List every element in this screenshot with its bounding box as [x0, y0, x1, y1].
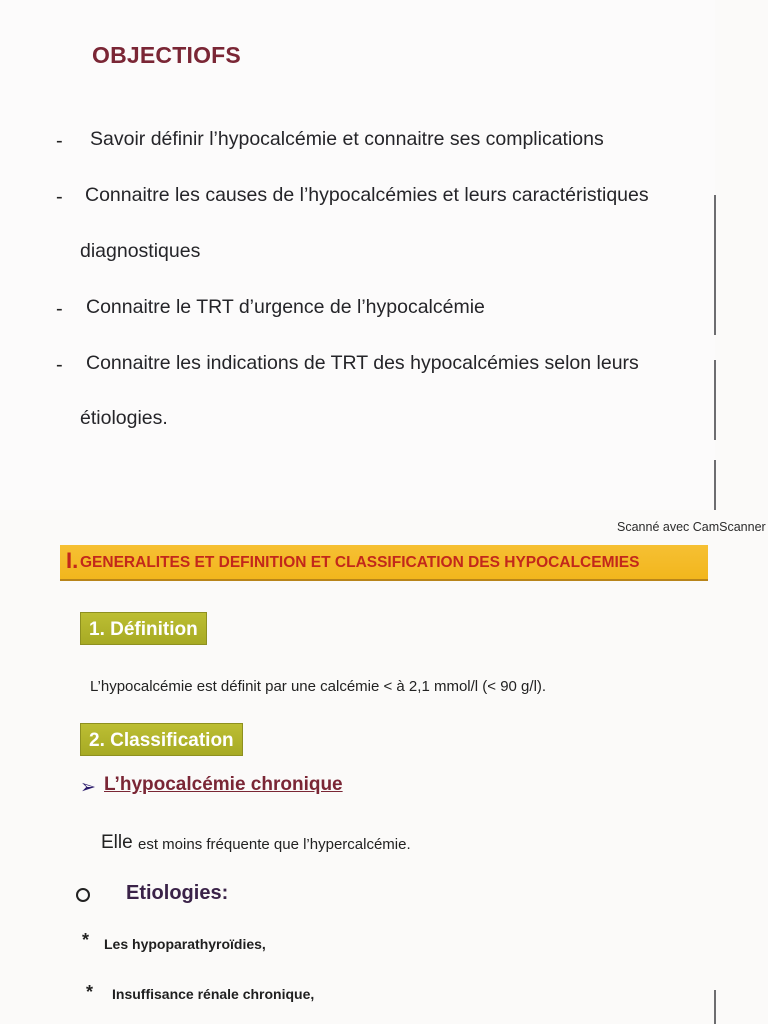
chronic-hypocalcemia-heading: L’hypocalcémie chronique	[104, 774, 343, 795]
objective-line: Connaitre les indications de TRT des hypocalcémies selon leurs	[86, 352, 639, 374]
arrow-bullet-icon: ➢	[80, 777, 96, 798]
intro-first-word: Elle	[101, 832, 133, 853]
page-edge-rule	[714, 360, 716, 440]
etiologies-label: Etiologies:	[126, 882, 229, 904]
definition-text: L’hypocalcémie est définit par une calcémie < à 2,1 mmol/l (< 90 g/l).	[90, 678, 547, 695]
asterisk-bullet: *	[86, 982, 94, 1002]
section-number: I.	[66, 548, 79, 573]
section-banner	[60, 545, 708, 579]
intro-text: est moins fréquente que l’hypercalcémie.	[138, 836, 411, 853]
objective-line: étiologies.	[80, 407, 168, 429]
objective-bullet: -	[56, 298, 63, 320]
objective-bullet: -	[56, 354, 63, 376]
classification-heading: 2. Classification	[80, 723, 243, 756]
camscanner-watermark: Scanné avec CamScanner	[617, 520, 766, 534]
etiology-item: Les hypoparathyroïdies,	[104, 936, 266, 952]
section-title: GENERALITES ET DEFINITION ET CLASSIFICATION DES HYPOCALCEMIES	[80, 554, 640, 571]
objective-bullet: -	[56, 186, 63, 208]
objective-line: diagnostiques	[80, 240, 201, 262]
objective-bullet: -	[56, 130, 63, 152]
objective-line: Connaitre le TRT d’urgence de l’hypocalcémie	[86, 296, 485, 318]
page-edge-rule	[714, 460, 716, 510]
circle-bullet-icon	[76, 888, 90, 902]
definition-heading: 1. Définition	[80, 612, 207, 645]
objective-line: Connaitre les causes de l’hypocalcémies et leurs caractéristiques	[85, 184, 649, 206]
page-edge-rule	[714, 990, 716, 1024]
objective-line: Savoir définir l’hypocalcémie et connaitre ses complications	[90, 128, 604, 150]
objectives-title: OBJECTIOFS	[92, 42, 241, 68]
etiology-item: Insuffisance rénale chronique,	[112, 986, 315, 1002]
page-edge-rule	[714, 195, 716, 335]
asterisk-bullet: *	[82, 930, 90, 950]
